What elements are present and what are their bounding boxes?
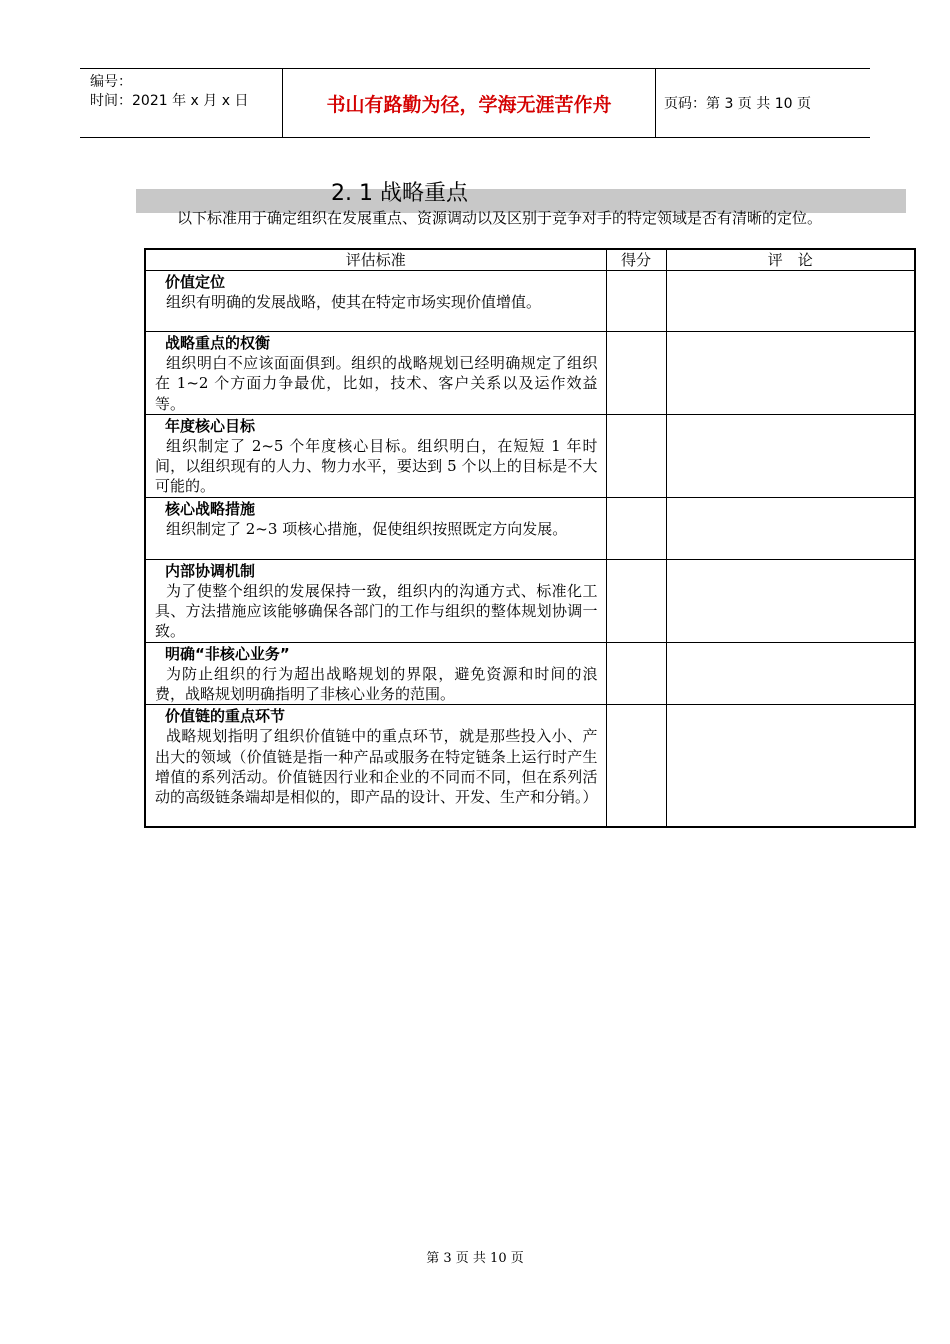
- criteria-name: 年度核心目标: [165, 416, 256, 435]
- comment-cell[interactable]: [666, 705, 915, 827]
- score-cell[interactable]: [606, 559, 666, 642]
- table-header-row: [145, 249, 915, 271]
- section-title: 2. 1 战略重点: [331, 181, 468, 206]
- table-row: [145, 414, 915, 497]
- criteria-name: 明确“非核心业务”: [165, 644, 290, 663]
- score-cell[interactable]: [606, 332, 666, 415]
- criteria-cell: [145, 642, 606, 705]
- comment-cell[interactable]: [666, 559, 915, 642]
- comment-cell[interactable]: [666, 414, 915, 497]
- criteria-name: 内部协调机制: [165, 561, 256, 580]
- page-footer: 第 3 页 共 10 页: [426, 1251, 524, 1266]
- evaluation-table: [144, 248, 916, 828]
- criteria-name: 价值链的重点环节: [165, 707, 286, 726]
- comment-cell[interactable]: [666, 332, 915, 415]
- score-cell[interactable]: [606, 642, 666, 705]
- criteria-name: 战略重点的权衡: [165, 334, 271, 352]
- header-meta: [80, 69, 282, 137]
- header-score: 得分: [606, 249, 666, 271]
- header-motto: 书山有路勤为径，学海无涯苦作舟: [282, 69, 656, 137]
- date-label: 时间：2021 年 x 月 x 日: [90, 93, 249, 109]
- criteria-description: 为防止组织的行为超出战略规划的界限，避免资源和时间的浪费，战略规划明确指明了非核心业务的范围。: [155, 664, 598, 704]
- criteria-description: 战略规划指明了组织价值链中的重点环节，就是那些投入小、产出大的领域（价值链是指一种产品或服务在特定链条上运行时产生增值的系列活动。价值链因行业和企业的不同而不同，但在系列活动的高级链条端却是相似的，即产品的设计、开发、生产和分销。）: [155, 727, 598, 807]
- header-page-info: 页码：第 3 页 共 10 页: [664, 96, 811, 112]
- section-intro: 以下标准用于确定组织在发展重点、资源调动以及区别于竞争对手的特定领域是否有清晰的定位。: [177, 209, 823, 227]
- criteria-cell: [145, 414, 606, 497]
- table-row: [145, 705, 915, 827]
- criteria-cell: [145, 559, 606, 642]
- code-label: 编号：: [90, 74, 132, 90]
- score-cell[interactable]: [606, 497, 666, 559]
- criteria-name: 价值定位: [165, 273, 226, 291]
- criteria-name: 核心战略措施: [165, 499, 256, 518]
- score-cell[interactable]: [606, 271, 666, 332]
- criteria-description: 组织制定了 2~3 项核心措施，促使组织按照既定方向发展。: [166, 519, 568, 538]
- page-header: [80, 68, 870, 138]
- criteria-cell: [145, 497, 606, 559]
- criteria-description: 组织有明确的发展战略，使其在特定市场实现价值增值。: [166, 293, 542, 311]
- comment-cell[interactable]: [666, 642, 915, 705]
- score-cell[interactable]: [606, 414, 666, 497]
- criteria-description: 为了使整个组织的发展保持一致，组织内的沟通方式、标准化工具、方法措施应该能够确保各部门的工作与组织的整体规划协调一致。: [155, 581, 598, 641]
- table-row: [145, 559, 915, 642]
- header-criteria: 评估标准: [145, 249, 606, 271]
- comment-cell[interactable]: [666, 271, 915, 332]
- criteria-cell: [145, 705, 606, 827]
- criteria-cell: [145, 332, 606, 415]
- criteria-cell: [145, 271, 606, 332]
- criteria-description: 组织明白不应该面面俱到。组织的战略规划已经明确规定了组织在 1~2 个方面力争最优，比如，技术、客户关系以及运作效益等。: [155, 354, 598, 413]
- table-row: [145, 332, 915, 415]
- table-row: [145, 642, 915, 705]
- criteria-description: 组织制定了 2~5 个年度核心目标。组织明白，在短短 1 年时间，以组织现有的人力、物力水平，要达到 5 个以上的目标是不大可能的。: [155, 436, 598, 496]
- score-cell[interactable]: [606, 705, 666, 827]
- header-comment: 评 论: [666, 249, 915, 271]
- comment-cell[interactable]: [666, 497, 915, 559]
- table-row: [145, 497, 915, 559]
- table-row: [145, 271, 915, 332]
